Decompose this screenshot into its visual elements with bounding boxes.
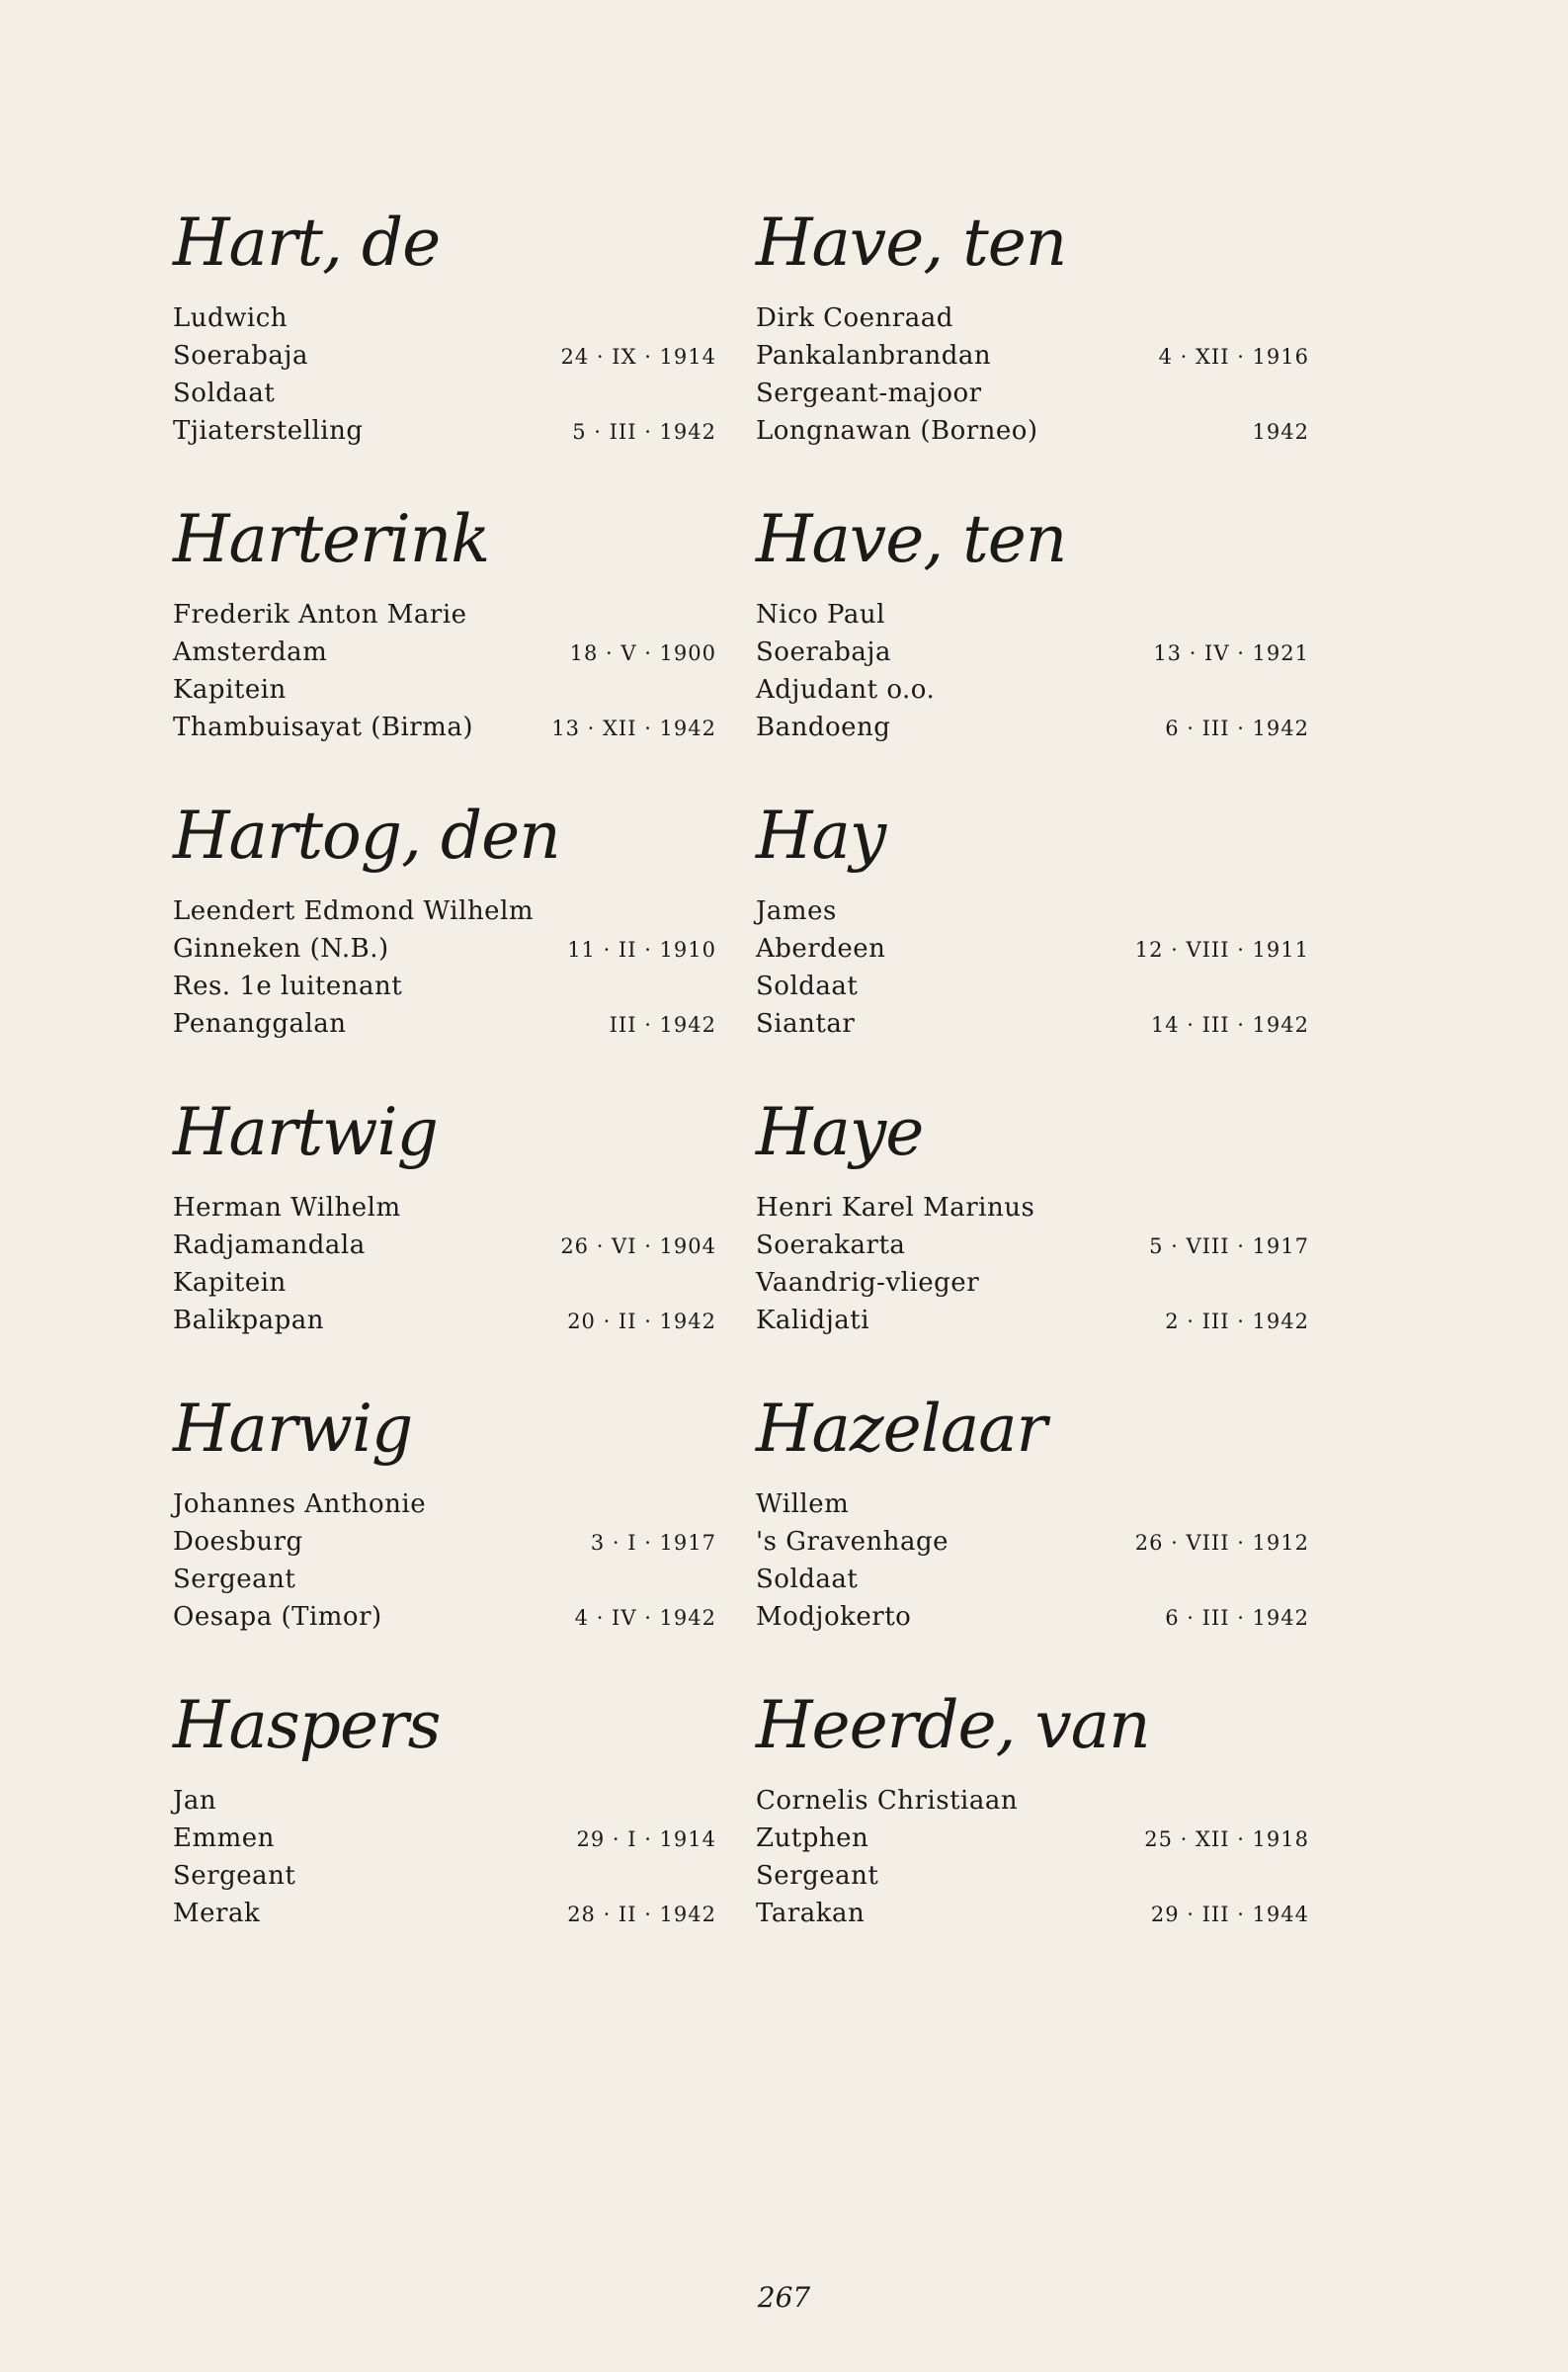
rank: Res. 1e luitenant — [173, 972, 403, 1001]
given-names: Cornelis Christiaan — [756, 1786, 1019, 1816]
rank-row — [756, 1264, 1309, 1302]
given-names: Dirk Coenraad — [756, 303, 953, 333]
birth-date: 4 · XII · 1916 — [1158, 345, 1309, 369]
birth-row — [173, 930, 716, 968]
page-number: 267 — [757, 2281, 811, 2314]
rank: Kapitein — [173, 675, 287, 705]
memorial-entry — [173, 1675, 716, 1972]
death-place: Thambuisayat (Birma) — [173, 713, 473, 742]
birth-row — [756, 1523, 1309, 1561]
surname-heading: Haspers — [173, 1687, 441, 1763]
given-names-row — [756, 1485, 1309, 1523]
birth-row — [173, 337, 716, 375]
surname-heading: Have, ten — [756, 205, 1067, 281]
rank-row — [173, 375, 716, 412]
death-date: 6 · III · 1942 — [1165, 717, 1309, 740]
birth-row — [756, 930, 1309, 968]
birth-date: 12 · VIII · 1911 — [1134, 938, 1309, 962]
birth-row — [173, 634, 716, 671]
death-place: Bandoeng — [756, 713, 891, 742]
death-date: 14 · III · 1942 — [1150, 1013, 1309, 1037]
birth-row — [173, 1227, 716, 1264]
given-names: Leendert Edmond Wilhelm — [173, 896, 535, 926]
given-names-row — [756, 1782, 1309, 1820]
birth-row — [756, 337, 1309, 375]
birth-row — [173, 1820, 716, 1857]
death-place: Modjokerto — [756, 1602, 912, 1632]
surname-heading: Harterink — [173, 501, 490, 577]
surname-heading: Hartog, den — [173, 798, 560, 874]
rank-row — [756, 375, 1309, 412]
memorial-entry — [173, 193, 716, 489]
surname-heading: Heerde, van — [756, 1687, 1150, 1763]
given-names: Ludwich — [173, 303, 289, 333]
given-names-row — [173, 1485, 716, 1523]
death-place: Tarakan — [756, 1899, 866, 1928]
rank: Kapitein — [173, 1268, 287, 1298]
birth-date: 25 · XII · 1918 — [1144, 1827, 1309, 1851]
death-date: 6 · III · 1942 — [1165, 1606, 1309, 1630]
birth-place: Zutphen — [756, 1823, 869, 1853]
birth-place: Radjamandala — [173, 1230, 366, 1260]
given-names-row — [173, 892, 716, 930]
birth-place: Aberdeen — [756, 934, 886, 964]
birth-place: Soerakarta — [756, 1230, 906, 1260]
death-place: Penanggalan — [173, 1009, 347, 1039]
given-names-row — [756, 299, 1309, 337]
birth-date: 24 · IX · 1914 — [560, 345, 716, 369]
death-place: Balikpapan — [173, 1306, 325, 1335]
death-row — [173, 412, 716, 450]
memorial-entry — [173, 1082, 716, 1379]
given-names: Jan — [173, 1786, 217, 1816]
given-names-row — [173, 596, 716, 634]
death-date: 5 · III · 1942 — [572, 420, 716, 444]
death-date: 13 · XII · 1942 — [551, 717, 716, 740]
death-date: 29 · III · 1944 — [1150, 1903, 1309, 1926]
memorial-entry — [756, 193, 1309, 489]
birth-date: 3 · I · 1917 — [590, 1531, 716, 1555]
death-place: Tjiaterstelling — [173, 416, 364, 446]
death-date: 4 · IV · 1942 — [574, 1606, 716, 1630]
rank-row — [173, 1561, 716, 1598]
birth-place: Ginneken (N.B.) — [173, 934, 389, 964]
surname-heading: Hartwig — [173, 1094, 438, 1170]
rank: Sergeant-majoor — [756, 379, 982, 408]
birth-row — [173, 1523, 716, 1561]
given-names: Johannes Anthonie — [173, 1489, 427, 1519]
birth-date: 18 · V · 1900 — [569, 641, 716, 665]
death-date: 1942 — [1252, 420, 1309, 444]
death-row — [173, 1895, 716, 1932]
rank-row — [756, 671, 1309, 709]
surname-heading: Hazelaar — [756, 1391, 1047, 1467]
memorial-entry — [756, 786, 1309, 1082]
surname-heading: Have, ten — [756, 501, 1067, 577]
rank-row — [756, 968, 1309, 1005]
rank-row — [173, 671, 716, 709]
given-names: Henri Karel Marinus — [756, 1193, 1035, 1223]
death-row — [173, 1005, 716, 1043]
memorial-entry — [173, 786, 716, 1082]
death-row — [756, 1895, 1309, 1932]
given-names-row — [173, 1782, 716, 1820]
given-names: James — [756, 896, 837, 926]
birth-row — [756, 1820, 1309, 1857]
death-place: Longnawan (Borneo) — [756, 416, 1038, 446]
death-place: Kalidjati — [756, 1306, 870, 1335]
death-row — [173, 1302, 716, 1339]
surname-heading: Hart, de — [173, 205, 441, 281]
birth-place: Soerabaja — [756, 637, 891, 667]
death-date: III · 1942 — [609, 1013, 716, 1037]
rank-row — [756, 1561, 1309, 1598]
memorial-entry — [756, 489, 1309, 786]
given-names: Willem — [756, 1489, 850, 1519]
memorial-entry — [173, 1379, 716, 1675]
memorial-entry — [756, 1379, 1309, 1675]
rank-row — [173, 1264, 716, 1302]
given-names-row — [756, 892, 1309, 930]
death-date: 2 · III · 1942 — [1165, 1310, 1309, 1333]
birth-date: 29 · I · 1914 — [576, 1827, 716, 1851]
rank: Sergeant — [173, 1565, 296, 1594]
birth-place: Amsterdam — [173, 637, 328, 667]
death-place: Oesapa (Timor) — [173, 1602, 382, 1632]
birth-row — [756, 634, 1309, 671]
given-names-row — [173, 1189, 716, 1227]
rank: Soldaat — [756, 1565, 859, 1594]
rank-row — [756, 1857, 1309, 1895]
birth-place: Doesburg — [173, 1527, 303, 1557]
birth-place: Soerabaja — [173, 341, 308, 371]
given-names-row — [756, 596, 1309, 634]
surname-heading: Harwig — [173, 1391, 413, 1467]
given-names-row — [173, 299, 716, 337]
birth-place: Pankalanbrandan — [756, 341, 992, 371]
death-row — [756, 1302, 1309, 1339]
death-date: 20 · II · 1942 — [567, 1310, 716, 1333]
death-row — [173, 1598, 716, 1636]
left-column — [173, 193, 716, 1972]
rank: Adjudant o.o. — [756, 675, 936, 705]
memorial-entry — [756, 1082, 1309, 1379]
given-names: Nico Paul — [756, 600, 885, 630]
rank: Vaandrig-vlieger — [756, 1268, 980, 1298]
memorial-entry — [756, 1675, 1309, 1972]
birth-date: 26 · VIII · 1912 — [1134, 1531, 1309, 1555]
given-names: Frederik Anton Marie — [173, 600, 467, 630]
birth-place: 's Gravenhage — [756, 1527, 949, 1557]
death-row — [173, 709, 716, 746]
right-column — [756, 193, 1309, 1972]
rank: Sergeant — [756, 1861, 879, 1891]
rank: Sergeant — [173, 1861, 296, 1891]
birth-date: 13 · IV · 1921 — [1153, 641, 1309, 665]
surname-heading: Hay — [756, 798, 886, 874]
death-row — [756, 1005, 1309, 1043]
death-place: Siantar — [756, 1009, 856, 1039]
given-names: Herman Wilhelm — [173, 1193, 401, 1223]
memorial-entry — [173, 489, 716, 786]
given-names-row — [756, 1189, 1309, 1227]
death-row — [756, 1598, 1309, 1636]
birth-place: Emmen — [173, 1823, 275, 1853]
rank-row — [173, 1857, 716, 1895]
birth-row — [756, 1227, 1309, 1264]
birth-date: 5 · VIII · 1917 — [1149, 1234, 1309, 1258]
rank-row — [173, 968, 716, 1005]
death-place: Merak — [173, 1899, 261, 1928]
surname-heading: Haye — [756, 1094, 924, 1170]
rank: Soldaat — [756, 972, 859, 1001]
rank: Soldaat — [173, 379, 276, 408]
birth-date: 26 · VI · 1904 — [560, 1234, 716, 1258]
birth-date: 11 · II · 1910 — [567, 938, 716, 962]
death-date: 28 · II · 1942 — [567, 1903, 716, 1926]
death-row — [756, 709, 1309, 746]
death-row — [756, 412, 1309, 450]
